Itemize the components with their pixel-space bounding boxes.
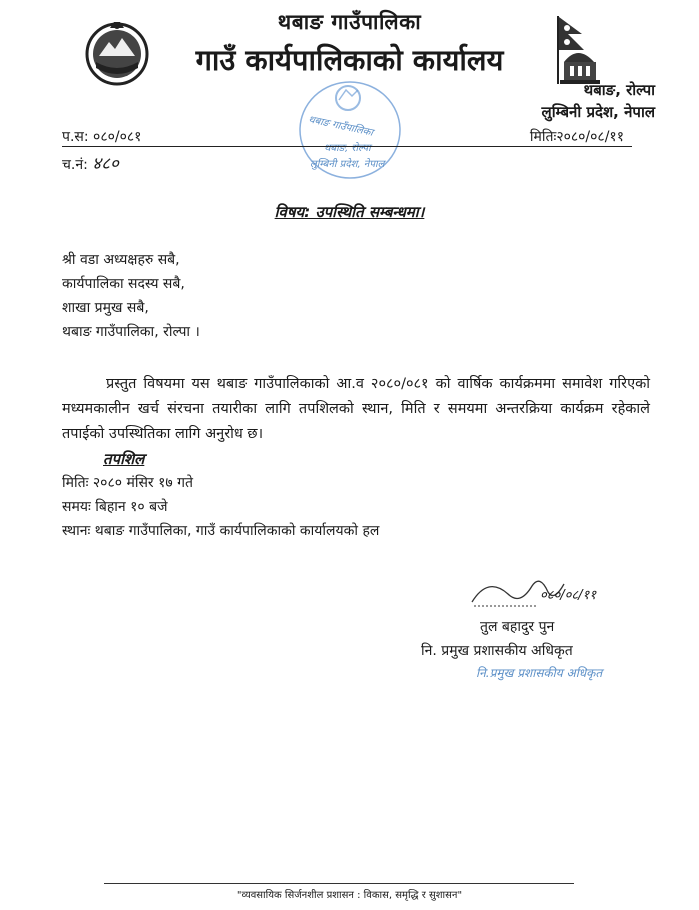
details-heading: तपशिल	[103, 450, 145, 468]
date-label: मितिः	[529, 129, 557, 145]
office-name: गाउँ कार्यपालिकाको कार्यालय	[195, 43, 504, 77]
cn-label: च.नं:	[62, 157, 88, 173]
body-paragraph: प्रस्तुत विषयमा यस थबाङ गाउँपालिकाको आ.व २०८०/०८१ को वार्षिक कार्यक्रममा समावेश गरिएको मध्यमकालीन खर्च संरचना तयारीका लागि तपशिलको स्थान, मिति र समयमा अन्तरक्रिया कार्यक्रम रहेकाले तपाईको उपस्थितिका लागि अनुरोध छ।	[62, 376, 650, 442]
footer-slogan: "व्यवसायिक सिर्जनशील प्रशासन : विकास, समृद्धि र सुशासन"	[236, 890, 463, 901]
details-place: स्थानः थबाङ गाउँपालिका, गाउँ कार्यपालिकाको कार्यालयको हल	[62, 523, 380, 539]
signatory-title: नि. प्रमुख प्रशासकीय अधिकृत	[421, 643, 573, 659]
ps-value: ०८०/०८१	[93, 129, 142, 145]
cn-value: ४८०	[92, 154, 119, 174]
details-date: मितिः २०८० मंसिर १७ गते	[62, 475, 193, 491]
stamp-line-1: थबाङ गाउँपालिका	[307, 114, 374, 139]
recipient-4: थबाङ गाउँपालिका, रोल्पा ।	[62, 324, 200, 340]
recipient-1: श्री वडा अध्यक्षहरु सबै,	[62, 252, 180, 268]
stamp-line-2: थबाङ, रोल्पा	[324, 143, 371, 154]
footer-divider	[104, 883, 574, 884]
dispatch-number	[62, 151, 119, 174]
stamp-line-3: लुम्बिनी प्रदेश, नेपाल	[310, 159, 385, 170]
office-stamp	[296, 78, 404, 182]
subject-line: विषय: उपस्थिति सम्बन्धमा।	[274, 203, 425, 221]
address-line-2: लुम्बिनी प्रदेश, नेपाल	[541, 103, 655, 121]
recipient-3: शाखा प्रमुख सबै,	[62, 300, 149, 316]
ps-label: प.स:	[62, 129, 89, 145]
details-time: समयः बिहान १० बजे	[62, 499, 168, 515]
signatory-name: तुल बहादुर पुन	[480, 619, 555, 635]
municipality-name: थबाङ गाउँपालिका	[277, 10, 422, 34]
signature-date: ०८०/०८/११	[540, 588, 597, 603]
header-divider	[62, 146, 632, 147]
recipient-2: कार्यपालिका सदस्य सबै,	[62, 276, 185, 292]
date-value: २०८०/०८/११	[556, 129, 624, 145]
title-stamp: नि.प्रमुख प्रशासकीय अधिकृत	[476, 666, 603, 680]
letter-date	[530, 127, 624, 146]
reference-number	[62, 127, 141, 146]
address-line-1: थबाङ, रोल्पा	[583, 81, 655, 99]
